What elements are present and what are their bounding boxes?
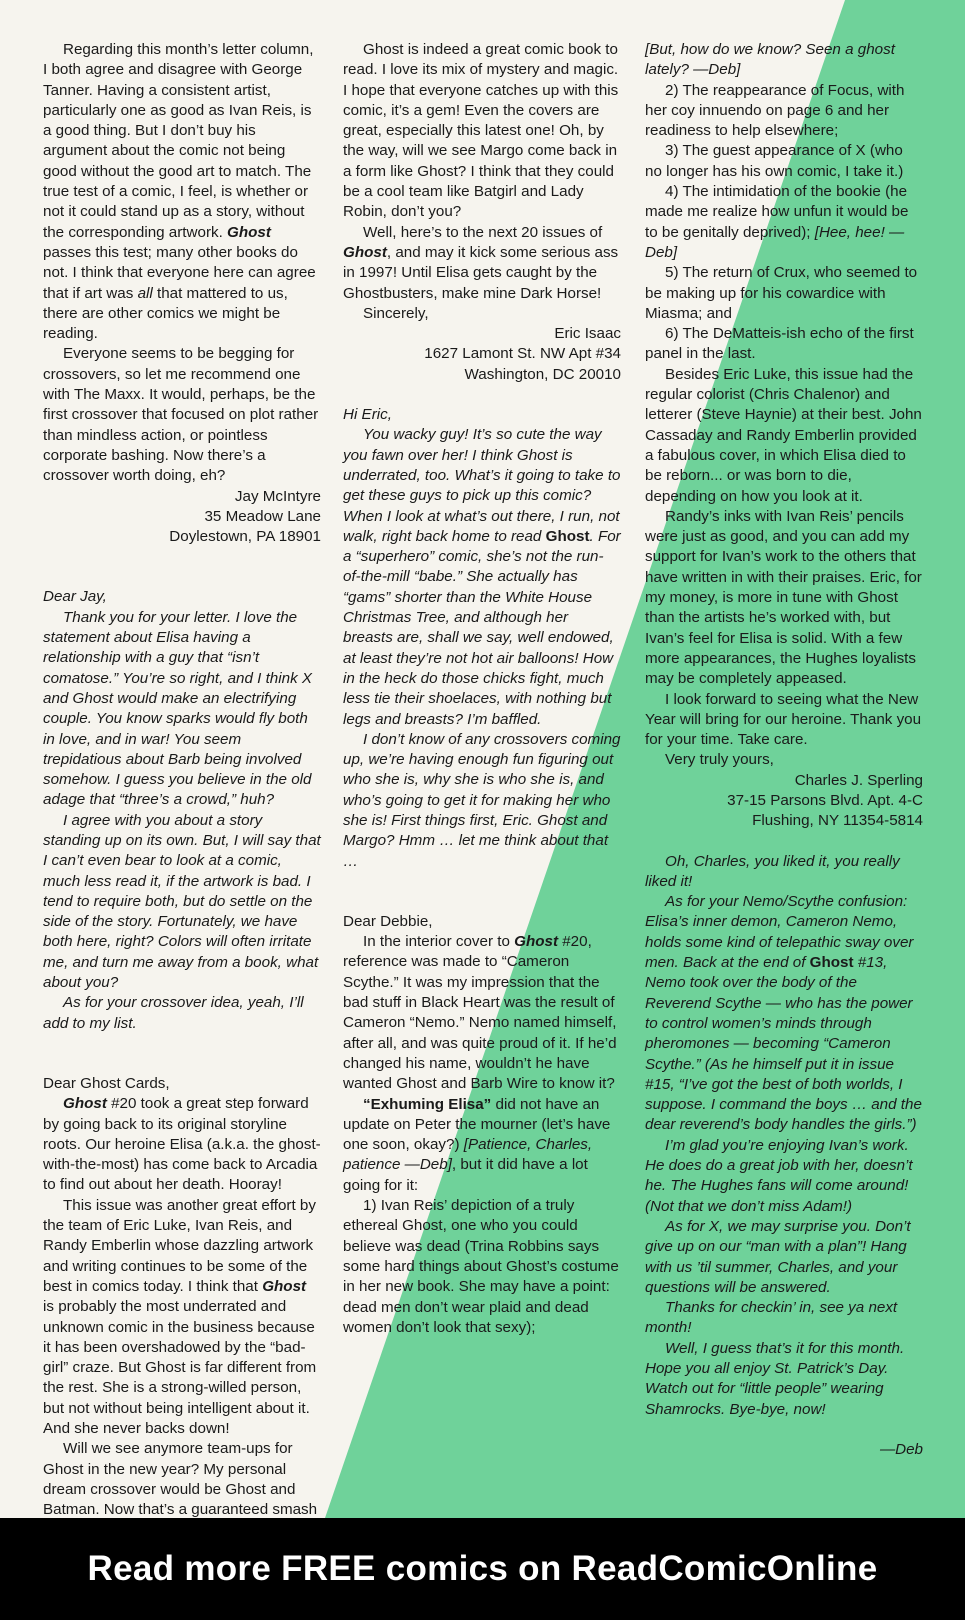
signature-name: Charles J. Sperling <box>794 771 923 789</box>
promo-banner-text[interactable]: Read more FREE comics on ReadComicOnline <box>87 1549 878 1588</box>
letter-eric: Dear Ghost Cards, Ghost #20 took a great step forward by going back to its original storyline roots. Our heroine Elisa (a.k.a. the ghost-with-the-most) has come back to Arcadia to find out about her death. Hooray! This issue was another great effort by the team of Eric Luke, Ivan Reis, and Randy Emberlin whose dazzling artwork and writing continues to be some of the best in comics today. I think that Ghost is probably the most underrated and unknown comic in the business because it has been overshadowed by the “bad-girl” craze. But Ghost is far different from the rest. She is a strong-willed person, but not without being intelligent about it. And she never backs down! Will we see anymore team-ups for Ghost in the new year? My personal dream crossover would be Ghost and Batman. Now that’s a guaranteed smash <box>43 1074 321 1518</box>
letter-eric-continued: Ghost is indeed a great comic book to read. I love its mix of mystery and magic. I hope that everyone catches up with this comic, it’s a gem! Even the covers are great, especially this latest one! Oh, by the way, will we see Margo come back in a form like Ghost? I think that they could be a cool team like Batgirl and Lady Robin, don’t you? Well, here’s to the next 20 issues of Ghost, and may it kick some serious ass in 1997! Until Elisa gets caught by the Ghostbusters, make mine Dark Horse! Sincerely, Eric Isaac 1627 Lamont St. NW Apt #34 Washington, DC 20010 <box>343 40 621 385</box>
reply-salutation: Dear Jay, <box>43 588 107 606</box>
column-2 <box>343 40 621 1338</box>
reply-charles: Oh, Charles, you liked it, you really liked it! As for your Nemo/Scythe confusion: Elisa’s inner demon, Cameron Nemo, holds some kind of telepathic sway over men. Back at the end of Ghost #13, Nemo took over the body of the Reverend Scythe — who has the power to control women’s minds through pheromones — becoming “Cameron Scythe.” (As he himself put it in issue #15, “I’ve got the best of both worlds, I suppose. I command the boys … and the dear reverend’s body handles the girls.”) I’m glad you’re enjoying Ivan’s work. He does do a great job with her, doesn’t he. The Hughes fans will come around! (Not that we don’t miss Adam!) As for X, we may surprise you. Don’t give up on our “man with a plan”! Hang with us ’til summer, Charles, and your questions will be answered. Thanks for checkin’ in, see ya next month! Well, I guess that’s it for this month. Hope you all enjoy St. Patrick’s Day. Watch out for “little people” wearing Shamrocks. Bye-bye, now! —Deb <box>645 852 923 1461</box>
letter-salutation: Dear Debbie, <box>343 912 433 930</box>
reply-jay: Dear Jay, Thank you for your letter. I love the statement about Elisa having a relationship with a guy that “isn’t comatose.” You’re so right, and I think X and Ghost would make an electrifying couple. You know sparks would fly both in love, and in war! You seem trepidatious about Barb being involved somehow. I guess you believe in the old adage that “three’s a crowd,” huh? I agree with you about a story standing up on its own. But, I will say that I can’t even bear to look at a comic, much less read it, if the artwork is bad. I tend to require both, but do settle on the side of the story. Fortunately, we have both here, right? Colors will often irritate me, and turn me away from a book, what about you? As for your crossover idea, yeah, I’ll add to my list. <box>43 588 321 1032</box>
letter-salutation: Dear Ghost Cards, <box>43 1074 170 1092</box>
signature-name: Jay McIntyre <box>234 487 321 505</box>
reply-eric: Hi Eric, You wacky guy! It’s so cute the way you fawn over her! I think Ghost is underrated, too. What’s it going to take to get these guys to pick up this comic? When I look at what’s out there, I run, not walk, right back home to read Ghost. For a “superhero” comic, she’s not the run-of-the-mill “babe.” She actually has “gams” shorter than the White House Christmas Tree, and although her breasts are, shall we say, well endowed, at least they’re not hot air balloons! How in the heck do those chicks fight, much less tie their shoelaces, with nothing but legs and breasts? I’m baffled. I don’t know of any crossovers coming up, we’re having enough fun figuring out who she is, why she is who she is, and who’s going to get it for making her who she is! First things first, Eric. Ghost and Margo? Hmm … let me think about that … <box>343 406 621 870</box>
signature-address: 1627 Lamont St. NW Apt #34 <box>424 345 621 363</box>
signature-address: 37-15 Parsons Blvd. Apt. 4-C <box>727 791 923 809</box>
letter-jay: Regarding this month’s letter column, I both agree and disagree with George Tanner. Having a consistent artist, particularly one as good as Ivan Reis, is a good thing. But I don’t buy his argument about the comic not being good without the good art to match. The true test of a comic, I feel, is whether or not it could stand up as a story, without the corresponding artwork. Ghost passes this test; many other books do not. I think that everyone here can agree that if art was all that mattered to us, there are other comics we might be reading. Everyone seems to be begging for crossovers, so let me recommend one with The Maxx. It would, perhaps, be the first crossover that focused on plot rather than mindless action, or pointless corporate bashing. Now there’s a crossover worth doing, eh? Jay McIntyre 35 Meadow Lane Doylestown, PA 18901 <box>43 40 321 547</box>
column-3 <box>645 40 923 1460</box>
letter-charles-continued: [But, how do we know? Seen a ghost lately? —Deb] 2) The reappearance of Focus, with her coy innuendo on page 6 and her readiness to help elsewhere; 3) The guest appearance of X (who no longer has his own comic, I take it.) 4) The intimidation of the bookie (he made me realize how unfun it would be to be genitally deprived); [Hee, hee! —Deb] 5) The return of Crux, who seemed to be making up for his cowardice with Miasma; and 6) The DeMatteis-ish echo of the first panel in the last. Besides Eric Luke, this issue had the regular colorist (Chris Chalenor) and letterer (Steve Haynie) at their best. John Cassaday and Randy Emberlin provided a fabulous cover, in which Elisa died to be reborn... or was born to die, depending on how you look at it. Randy’s inks with Ivan Reis’ pencils were just as good, and you can add my support for Ivan’s work to the others that have written in with their praises. Eric, for my money, is more in tune with Ghost than the artists he’s worked with, but Ivan’s feel for Elisa is solid. With a few more appearances, the Hughes loyalists may be completely appeased. I look forward to seeing what the New Year will bring for our heroine. Thank you for your time. Take care. Very truly yours, Charles J. Sperling 37-15 Parsons Blvd. Apt. 4-C Flushing, NY 11354-5814 <box>645 40 923 832</box>
reply-signoff: —Deb <box>879 1440 923 1458</box>
signature-address: 35 Meadow Lane <box>204 507 321 525</box>
reply-salutation: Hi Eric, <box>343 406 392 424</box>
signature-city: Washington, DC 20010 <box>464 365 621 383</box>
promo-banner[interactable] <box>0 1518 965 1620</box>
signature-name: Eric Isaac <box>554 325 621 343</box>
signature-city: Doylestown, PA 18901 <box>169 528 321 546</box>
letter-charles: Dear Debbie, In the interior cover to Ghost #20, reference was made to “Cameron Scythe.” It was my impression that the bad stuff in Black Heart was the result of Cameron “Nemo.” Nemo named himself, after all, and was quite proud of it. If he’d changed his name, wouldn’t he have wanted Ghost and Barb Wire to know it? “Exhuming Elisa” did not have an update on Peter the mourner (let’s have one soon, okay?) [Patience, Charles, patience —Deb], but it did have a lot going for it: 1) Ivan Reis’ depiction of a truly ethereal Ghost, one who you could believe was dead (Trina Robbins says some hard things about Ghost’s costume in her new book. She may have a point: dead men don’t wear plaid and dead women don’t look that sexy); <box>343 912 621 1338</box>
column-1 <box>43 40 321 1518</box>
signature-city: Flushing, NY 11354-5814 <box>752 812 923 830</box>
